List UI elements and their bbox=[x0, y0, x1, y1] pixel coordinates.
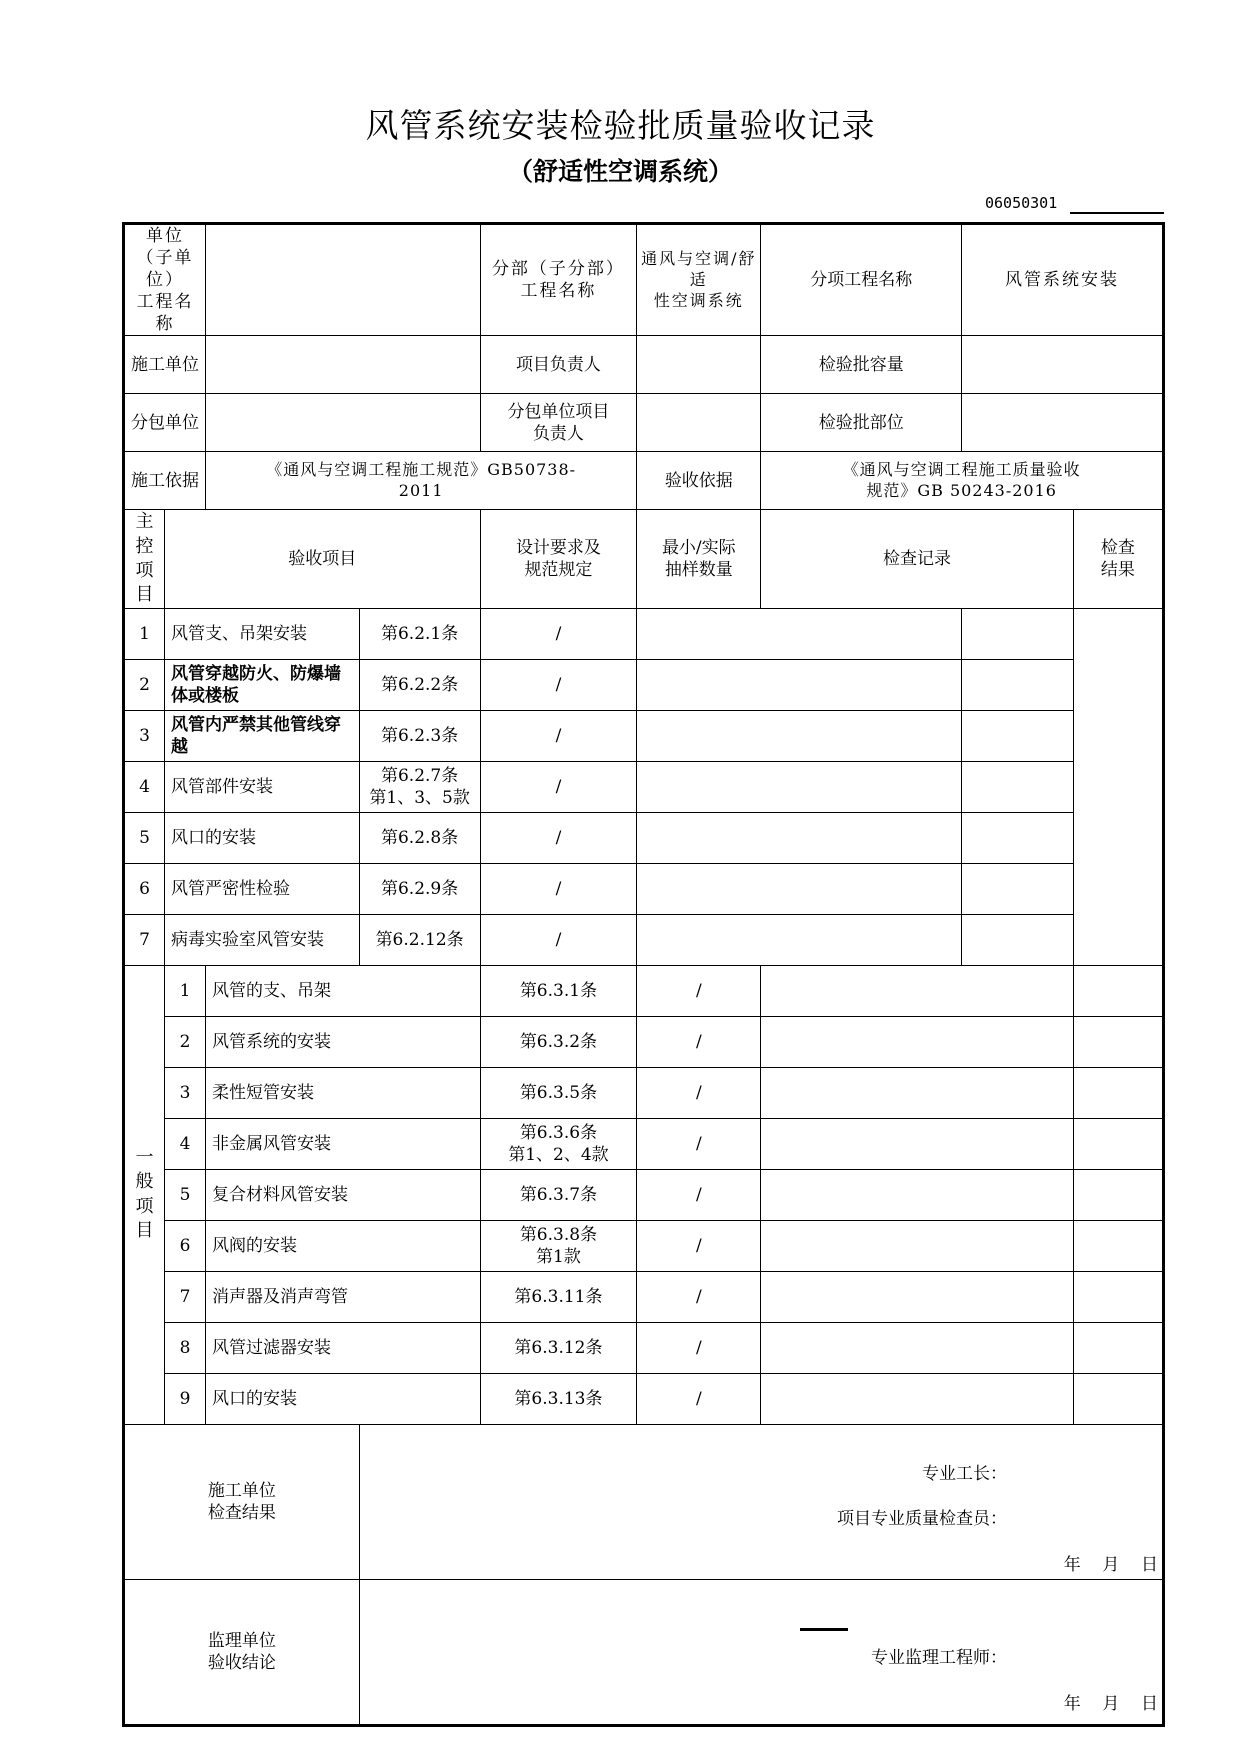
row-number: 1 bbox=[124, 608, 165, 659]
row-number: 2 bbox=[124, 659, 165, 710]
table-row bbox=[124, 710, 1164, 761]
unit-project-label: 单位（子单位） 工程名称 bbox=[124, 224, 206, 336]
document-title: 风管系统安装检验批质量验收记录 bbox=[365, 106, 876, 145]
batch-capacity-value[interactable] bbox=[962, 336, 1164, 394]
row-record[interactable] bbox=[761, 1067, 1073, 1118]
foreman-label: 专业工长： bbox=[922, 1463, 1007, 1484]
row-spec: 第6.3.2条 bbox=[480, 1016, 637, 1067]
col-header-result: 检查 结果 bbox=[1073, 510, 1163, 608]
row-number: 7 bbox=[164, 1271, 205, 1322]
header-row-contractor bbox=[124, 336, 1164, 394]
row-spec: 第6.3.12条 bbox=[480, 1322, 637, 1373]
construction-basis-value[interactable]: 《通风与空调工程施工规范》GB50738- 2011 bbox=[205, 452, 636, 510]
column-header-row bbox=[124, 510, 1164, 608]
row-spec: 第6.2.3条 bbox=[359, 710, 480, 761]
row-number: 4 bbox=[164, 1118, 205, 1169]
row-number: 9 bbox=[164, 1373, 205, 1424]
row-item-name: 柔性短管安装 bbox=[205, 1067, 480, 1118]
row-item-name: 风管穿越防火、防爆墙体或楼板 bbox=[164, 659, 359, 710]
row-record[interactable] bbox=[637, 761, 962, 812]
row-spec: 第6.2.2条 bbox=[359, 659, 480, 710]
table-row bbox=[124, 608, 1164, 659]
row-spec: 第6.3.11条 bbox=[480, 1271, 637, 1322]
project-manager-label: 项目负责人 bbox=[480, 336, 637, 394]
table-row bbox=[124, 965, 1164, 1016]
row-sample[interactable]: / bbox=[480, 608, 637, 659]
contractor-value[interactable] bbox=[205, 336, 480, 394]
row-result[interactable] bbox=[962, 761, 1074, 812]
row-item-name: 风管支、吊架安装 bbox=[164, 608, 359, 659]
row-sample[interactable]: / bbox=[637, 1016, 761, 1067]
row-record[interactable] bbox=[761, 1373, 1073, 1424]
row-spec: 第6.3.5条 bbox=[480, 1067, 637, 1118]
table-row bbox=[124, 1220, 1164, 1271]
form-code: 06050301 bbox=[985, 194, 1058, 212]
row-record[interactable] bbox=[637, 710, 962, 761]
row-sample[interactable]: / bbox=[637, 1220, 761, 1271]
row-item-name: 风管严密性检验 bbox=[164, 863, 359, 914]
row-result[interactable] bbox=[1073, 1016, 1163, 1067]
row-sample[interactable]: / bbox=[637, 1118, 761, 1169]
table-row bbox=[124, 1067, 1164, 1118]
row-item-name: 风管内严禁其他管线穿越 bbox=[164, 710, 359, 761]
row-item-name: 风阀的安装 bbox=[205, 1220, 480, 1271]
row-item-name: 风口的安装 bbox=[164, 812, 359, 863]
row-spec: 第6.3.7条 bbox=[480, 1169, 637, 1220]
col-header-spec: 设计要求及 规范规定 bbox=[480, 510, 637, 608]
row-sample[interactable]: / bbox=[480, 710, 637, 761]
contractor-check-area[interactable] bbox=[359, 1424, 1163, 1579]
table-row bbox=[124, 863, 1164, 914]
row-result[interactable] bbox=[962, 659, 1074, 710]
row-result[interactable] bbox=[1073, 1322, 1163, 1373]
row-sample[interactable]: / bbox=[637, 965, 761, 1016]
document-subtitle: （舒适性空调系统） bbox=[507, 157, 733, 186]
table-row bbox=[124, 812, 1164, 863]
table-row bbox=[124, 1322, 1164, 1373]
row-spec: 第6.2.12条 bbox=[359, 914, 480, 965]
batch-part-label: 检验批部位 bbox=[761, 394, 962, 452]
inspection-form-table bbox=[122, 222, 1165, 1727]
row-item-name: 非金属风管安装 bbox=[205, 1118, 480, 1169]
row-number: 7 bbox=[124, 914, 165, 965]
contractor-check-row bbox=[124, 1424, 1164, 1579]
row-number: 1 bbox=[164, 965, 205, 1016]
row-sample[interactable]: / bbox=[637, 1169, 761, 1220]
item-project-label: 分项工程名称 bbox=[761, 224, 962, 336]
dash-mark bbox=[800, 1628, 848, 1631]
row-record[interactable] bbox=[637, 914, 962, 965]
row-result[interactable] bbox=[1073, 1169, 1163, 1220]
row-item-name: 风管系统的安装 bbox=[205, 1016, 480, 1067]
table-row bbox=[124, 1373, 1164, 1424]
row-sample[interactable]: / bbox=[637, 1271, 761, 1322]
table-row bbox=[124, 914, 1164, 965]
table-row bbox=[124, 1016, 1164, 1067]
subcontractor-value[interactable] bbox=[205, 394, 480, 452]
sub-project-value[interactable]: 通风与空调/舒适 性空调系统 bbox=[637, 224, 761, 336]
subcontractor-label: 分包单位 bbox=[124, 394, 206, 452]
table-row bbox=[124, 761, 1164, 812]
row-number: 4 bbox=[124, 761, 165, 812]
header-row-subcontractor bbox=[124, 394, 1164, 452]
table-row bbox=[124, 1118, 1164, 1169]
row-result[interactable] bbox=[962, 812, 1074, 863]
item-project-value[interactable]: 风管系统安装 bbox=[962, 224, 1164, 336]
row-spec: 第6.2.8条 bbox=[359, 812, 480, 863]
row-number: 6 bbox=[164, 1220, 205, 1271]
unit-project-value[interactable] bbox=[205, 224, 480, 336]
quality-inspector-label: 项目专业质量检查员： bbox=[837, 1508, 1007, 1529]
row-item-name: 消声器及消声弯管 bbox=[205, 1271, 480, 1322]
row-result[interactable] bbox=[962, 710, 1074, 761]
project-manager-value[interactable] bbox=[637, 336, 761, 394]
row-record[interactable] bbox=[761, 1271, 1073, 1322]
row-number: 6 bbox=[124, 863, 165, 914]
acceptance-basis-value[interactable]: 《通风与空调工程施工质量验收 规范》GB 50243-2016 bbox=[761, 452, 1164, 510]
row-item-name: 复合材料风管安装 bbox=[205, 1169, 480, 1220]
supervisor-check-label: 监理单位 验收结论 bbox=[124, 1579, 360, 1725]
construction-basis-label: 施工依据 bbox=[124, 452, 206, 510]
row-result[interactable] bbox=[1073, 965, 1163, 1016]
row-sample[interactable]: / bbox=[480, 761, 637, 812]
row-result[interactable] bbox=[1073, 1373, 1163, 1424]
general-rows bbox=[124, 965, 1164, 1424]
row-spec: 第6.2.9条 bbox=[359, 863, 480, 914]
row-number: 3 bbox=[124, 710, 165, 761]
contractor-check-label: 施工单位 检查结果 bbox=[124, 1424, 360, 1579]
row-record[interactable] bbox=[761, 1169, 1073, 1220]
row-sample[interactable]: / bbox=[637, 1322, 761, 1373]
row-record[interactable] bbox=[761, 1322, 1073, 1373]
sub-project-label: 分部（子分部） 工程名称 bbox=[480, 224, 637, 336]
row-number: 5 bbox=[164, 1169, 205, 1220]
row-number: 8 bbox=[164, 1322, 205, 1373]
col-header-sample: 最小/实际 抽样数量 bbox=[637, 510, 761, 608]
form-code-underline bbox=[1070, 212, 1164, 214]
row-record[interactable] bbox=[761, 1220, 1073, 1271]
col-header-item: 验收项目 bbox=[164, 510, 480, 608]
supervising-engineer-label: 专业监理工程师： bbox=[871, 1647, 1007, 1668]
supervisor-date-label: 年 月 日 bbox=[1063, 1693, 1158, 1714]
supervisor-check-area[interactable] bbox=[359, 1579, 1163, 1725]
row-sample[interactable]: / bbox=[480, 863, 637, 914]
row-sample[interactable]: / bbox=[480, 812, 637, 863]
batch-part-value[interactable] bbox=[962, 394, 1164, 452]
contractor-label: 施工单位 bbox=[124, 336, 206, 394]
table-row bbox=[124, 1271, 1164, 1322]
row-result[interactable] bbox=[962, 863, 1074, 914]
row-item-name: 病毒实验室风管安装 bbox=[164, 914, 359, 965]
batch-capacity-label: 检验批容量 bbox=[761, 336, 962, 394]
table-row bbox=[124, 1169, 1164, 1220]
row-result[interactable] bbox=[962, 914, 1074, 965]
row-spec: 第6.3.6条 第1、2、4款 bbox=[480, 1118, 637, 1169]
row-result[interactable] bbox=[1073, 1220, 1163, 1271]
row-record[interactable] bbox=[637, 659, 962, 710]
row-spec: 第6.2.7条 第1、3、5款 bbox=[359, 761, 480, 812]
row-result[interactable] bbox=[962, 608, 1074, 659]
row-spec: 第6.3.1条 bbox=[480, 965, 637, 1016]
header-row-project bbox=[124, 224, 1164, 336]
row-record[interactable] bbox=[637, 812, 962, 863]
table-row bbox=[124, 659, 1164, 710]
sub-project-manager-value[interactable] bbox=[637, 394, 761, 452]
row-result[interactable] bbox=[1073, 1271, 1163, 1322]
row-item-name: 风管的支、吊架 bbox=[205, 965, 480, 1016]
row-spec: 第6.2.1条 bbox=[359, 608, 480, 659]
row-item-name: 风管过滤器安装 bbox=[205, 1322, 480, 1373]
row-item-name: 风管部件安装 bbox=[164, 761, 359, 812]
row-spec: 第6.3.13条 bbox=[480, 1373, 637, 1424]
row-record[interactable] bbox=[637, 608, 962, 659]
row-sample[interactable]: / bbox=[480, 914, 637, 965]
row-sample[interactable]: / bbox=[480, 659, 637, 710]
row-number: 5 bbox=[124, 812, 165, 863]
row-result[interactable] bbox=[1073, 1067, 1163, 1118]
header-row-basis bbox=[124, 452, 1164, 510]
acceptance-basis-label: 验收依据 bbox=[637, 452, 761, 510]
main-control-rows bbox=[124, 608, 1164, 965]
row-sample[interactable]: / bbox=[637, 1373, 761, 1424]
row-record[interactable] bbox=[637, 863, 962, 914]
row-number: 2 bbox=[164, 1016, 205, 1067]
row-item-name: 风口的安装 bbox=[205, 1373, 480, 1424]
contractor-date-label: 年 月 日 bbox=[1063, 1554, 1158, 1575]
general-section-label: 一 般 项 目 bbox=[124, 965, 165, 1424]
row-result[interactable] bbox=[1073, 1118, 1163, 1169]
row-spec: 第6.3.8条 第1款 bbox=[480, 1220, 637, 1271]
row-record[interactable] bbox=[761, 965, 1073, 1016]
row-sample[interactable]: / bbox=[637, 1067, 761, 1118]
row-record[interactable] bbox=[761, 1118, 1073, 1169]
col-header-record: 检查记录 bbox=[761, 510, 1073, 608]
sub-project-manager-label: 分包单位项目 负责人 bbox=[480, 394, 637, 452]
row-record[interactable] bbox=[761, 1016, 1073, 1067]
supervisor-check-row bbox=[124, 1579, 1164, 1725]
main-control-section-label: 主 控 项 目 bbox=[124, 510, 165, 608]
row-number: 3 bbox=[164, 1067, 205, 1118]
